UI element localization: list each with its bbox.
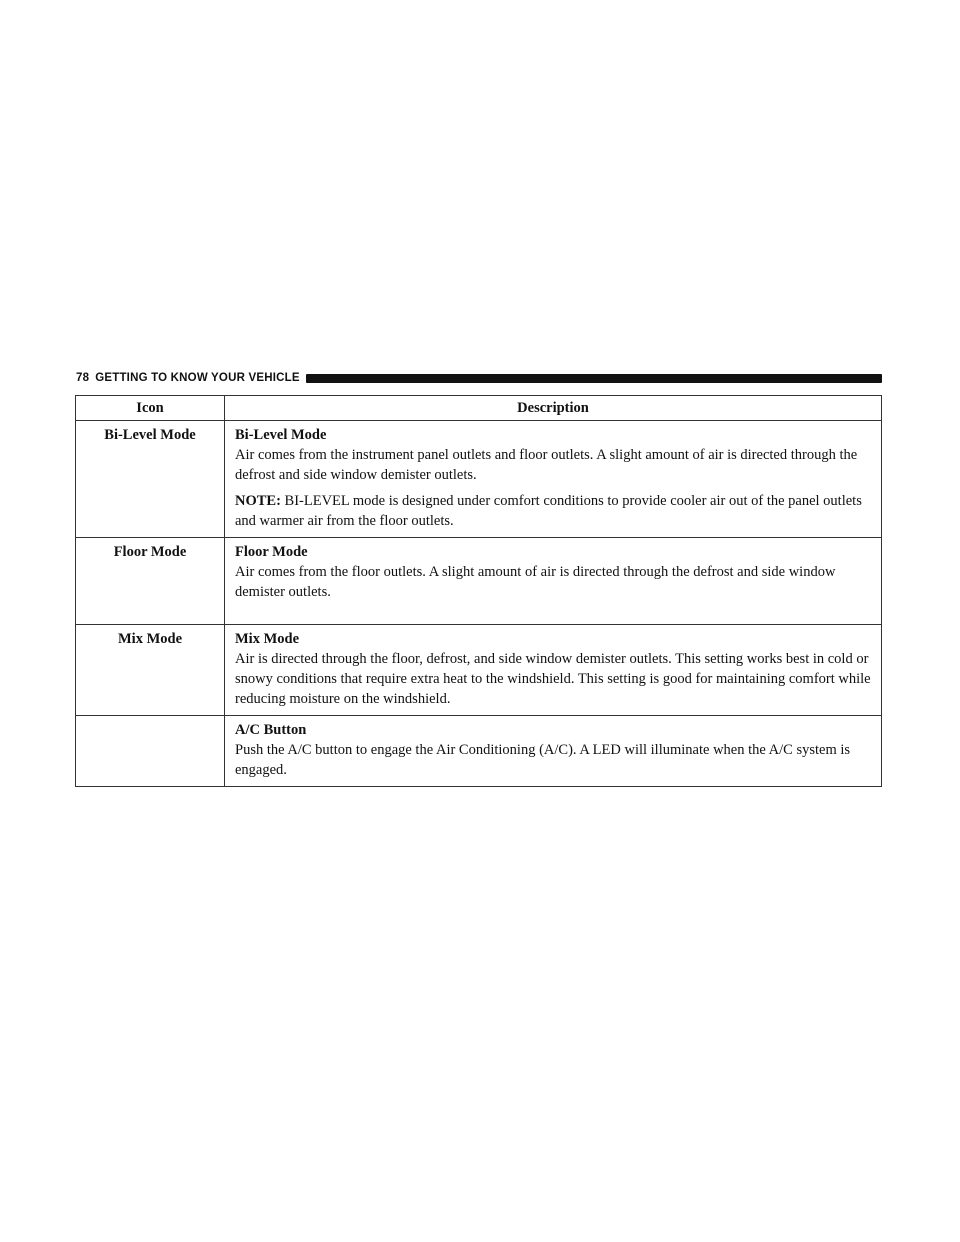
table-row: [76, 421, 882, 538]
description-body: Push the A/C button to engage the Air Conditioning (A/C). A LED will illuminate when the A/C system is engaged.: [235, 742, 851, 778]
note-text: BI-LEVEL mode is designed under comfort conditions to provide cooler air out of the panel outlets and warmer air from the floor outlets.: [235, 493, 862, 529]
description-body: Air comes from the floor outlets. A slight amount of air is directed through the defrost and side window demister outlets.: [235, 564, 836, 600]
description-note: [235, 491, 871, 531]
icon-cell-mix: Mix Mode: [76, 625, 225, 716]
table-row: [76, 625, 882, 716]
description-cell-floor: [225, 538, 882, 625]
table-row: [76, 538, 882, 625]
description-body: Air is directed through the floor, defrost, and side window demister outlets. This setting works best in cold or snowy conditions that require extra heat to the windshield. This setting is good for maintaining comfort while reducing moisture on the windshield.: [235, 651, 871, 707]
description-cell-bi-level: [225, 421, 882, 538]
description-cell-ac: [225, 716, 882, 787]
table-row: [76, 716, 882, 787]
icon-cell-floor: Floor Mode: [76, 538, 225, 625]
description-title: A/C Button: [235, 722, 307, 738]
climate-modes-table: [75, 395, 882, 787]
description-cell-mix: [225, 625, 882, 716]
description-title: Mix Mode: [235, 631, 300, 647]
table-header-row: [76, 396, 882, 421]
icon-cell-ac: [76, 716, 225, 787]
description-body: Air comes from the instrument panel outlets and floor outlets. A slight amount of air is directed through the defrost and side window demister outlets.: [235, 447, 858, 483]
icon-cell-bi-level: Bi-Level Mode: [76, 421, 225, 538]
page-header: [76, 371, 882, 385]
page-number: 78: [76, 372, 90, 384]
column-header-description: Description: [225, 396, 882, 421]
note-label: NOTE:: [235, 493, 281, 509]
section-title: GETTING TO KNOW YOUR VEHICLE: [95, 372, 300, 384]
description-title: Bi-Level Mode: [235, 427, 327, 443]
column-header-icon: Icon: [76, 396, 225, 421]
description-title: Floor Mode: [235, 544, 308, 560]
header-rule: [306, 374, 882, 383]
